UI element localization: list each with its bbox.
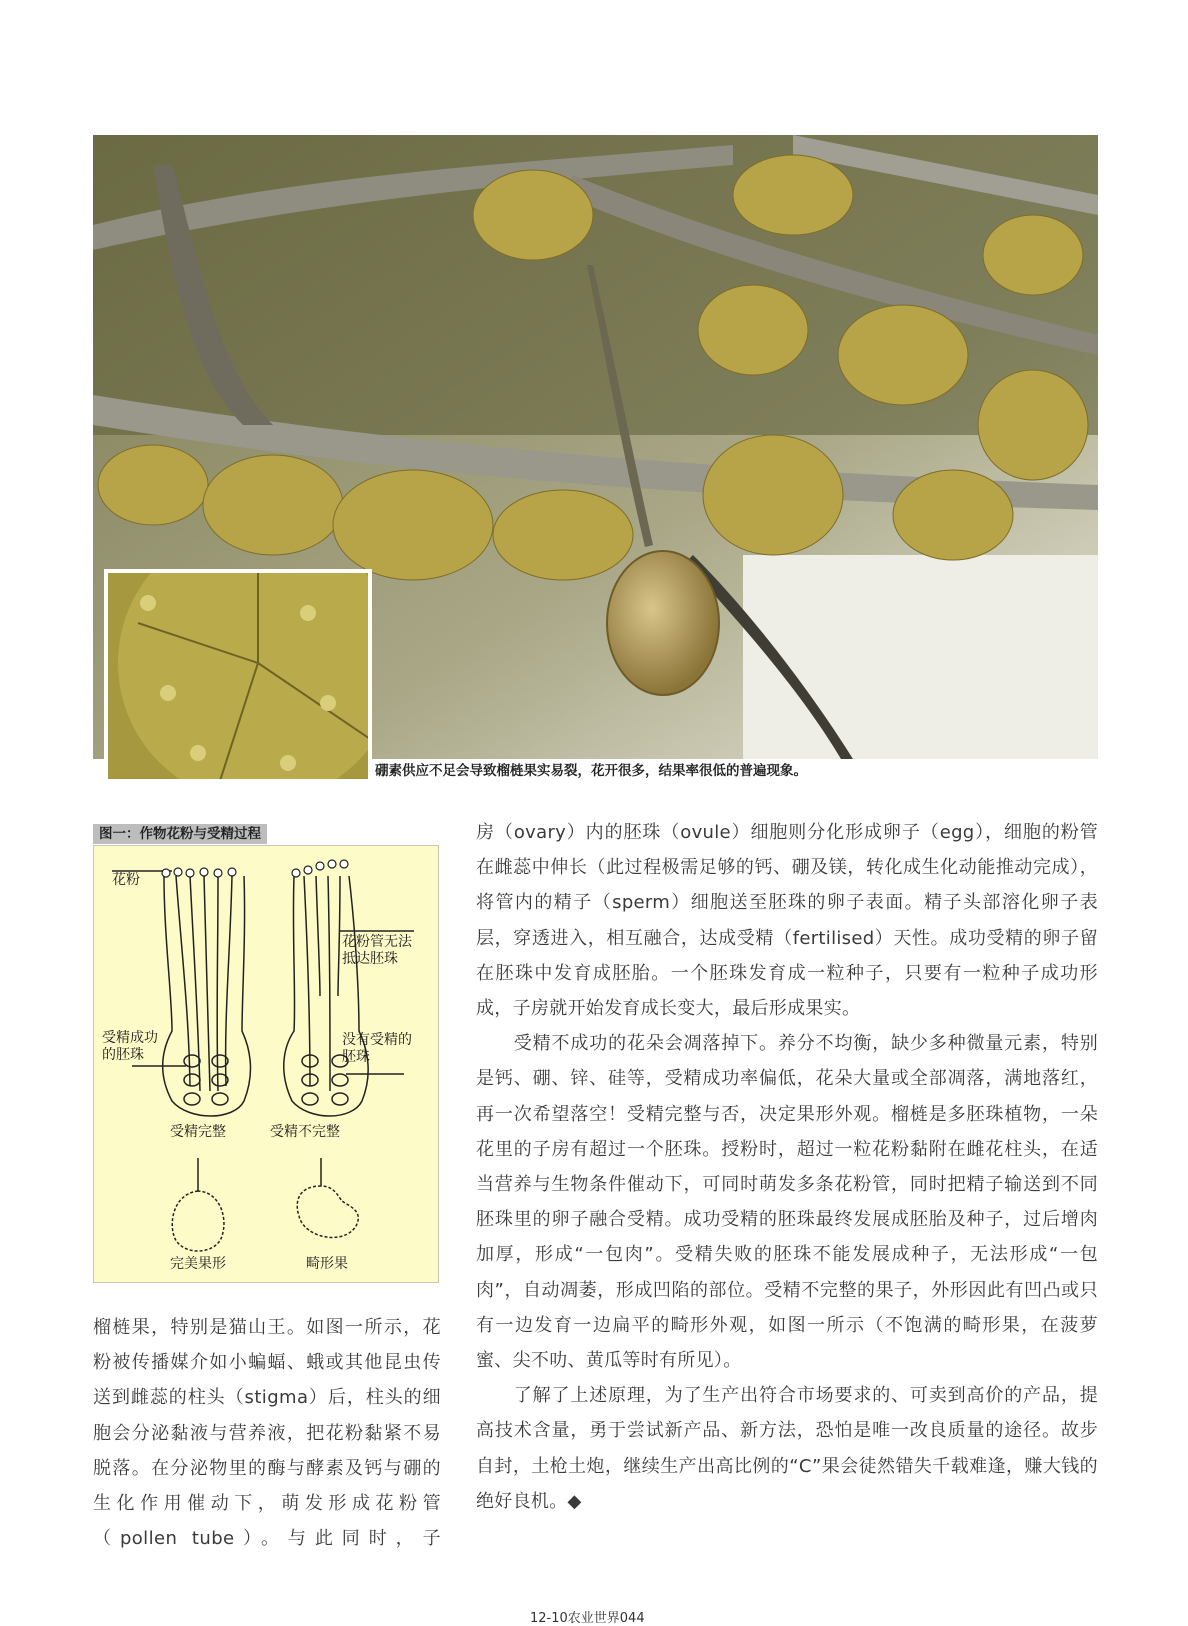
left-column-text: 榴梿果，特别是猫山王。如图一所示，花粉被传播媒介如小蝙蝠、蛾或其他昆虫传送到雌蕊的柱头（stigma）后，柱头的细胞会分泌黏液与营养液，把花粉黏紧不易脱落。在分泌物里的酶与酵素及钙与硼的生化作用催动下，萌发形成花粉管（pollen tube）。与此同时，子 bbox=[93, 1317, 441, 1550]
page-footer: 12-10农业世界044 bbox=[530, 1611, 645, 1626]
cracked-durian-inset-photo bbox=[104, 569, 372, 783]
paragraph-2: 受精不成功的花朵会凋落掉下。养分不均衡，缺少多种微量元素，特别是钙、硼、锌、硅等，受精成功率偏低，花朵大量或全部凋落，满地落红，再一次希望落空！受精完整与否，决定果形外观。榴梿是多胚珠植物，一朵花里的子房有超过一个胚珠。授粉时，超过一粒花粉黏附在雌花柱头，在适当营养与生物条件催动下，可同时萌发多条花粉管，同时把精子输送到不同胚珠里的卵子融合受精。成功受精的胚珠最终发展成胚胎及种子，过后增肉加厚，形成“一包肉”。受精失败的胚珠不能发展成种子，无法形成“一包肉”，自动凋萎，形成凹陷的部位。受精不完整的果子，外形因此有凹凸或只有一边发育一边扁平的畸形外观，如图一所示（不饱满的畸形果，在菠萝蜜、尖不叻、黄瓜等时有所见）。 bbox=[476, 1033, 1098, 1372]
label-perfect-fruit: 完美果形 bbox=[170, 1256, 226, 1272]
figure-title: 图一：作物花粉与受精过程 bbox=[93, 824, 267, 844]
label-tube-fail-2: 抵达胚珠 bbox=[342, 951, 398, 967]
label-deformed-fruit: 畸形果 bbox=[306, 1256, 348, 1272]
right-column-text bbox=[476, 815, 1098, 1519]
paragraph-3: 了解了上述原理，为了生产出符合市场要求的、可卖到高价的产品，提高技术含量，勇于尝试新产品、新方法，恐怕是唯一改良质量的途径。故步自封，土枪土炮，继续生产出高比例的“C”果会徒然错失千载难逢，赚大钱的绝好良机。◆ bbox=[476, 1385, 1098, 1512]
photo-caption: 硼素供应不足会导致榴梿果实易裂，花开很多，结果率很低的普遍现象。 bbox=[375, 763, 807, 779]
label-pollen: 花粉 bbox=[112, 872, 140, 888]
label-tube-fail-1: 花粉管无法 bbox=[342, 934, 412, 950]
label-unfert-ovule-2: 胚珠 bbox=[342, 1049, 370, 1065]
label-fert-ovule-2: 的胚珠 bbox=[102, 1047, 144, 1063]
label-fert-ovule-1: 受精成功 bbox=[102, 1030, 158, 1046]
label-unfert-ovule-1: 没有受精的 bbox=[342, 1032, 412, 1048]
paragraph-1: 房（ovary）内的胚珠（ovule）细胞则分化形成卵子（egg），细胞的粉管在雌蕊中伸长（此过程极需足够的钙、硼及镁，转化成生化动能推动完成），将管内的精子（sperm）细胞送至胚珠的卵子表面。精子头部溶化卵子表层，穿透进入，相互融合，达成受精（fertilised）天性。成功受精的卵子留在胚珠中发育成胚胎。一个胚珠发育成一粒种子，只要有一粒种子成功形成，子房就开始发育成长变大，最后形成果实。 bbox=[476, 822, 1098, 1020]
label-incomplete: 受精不完整 bbox=[270, 1124, 340, 1140]
pollination-diagram bbox=[93, 845, 439, 1283]
label-complete: 受精完整 bbox=[170, 1124, 226, 1140]
